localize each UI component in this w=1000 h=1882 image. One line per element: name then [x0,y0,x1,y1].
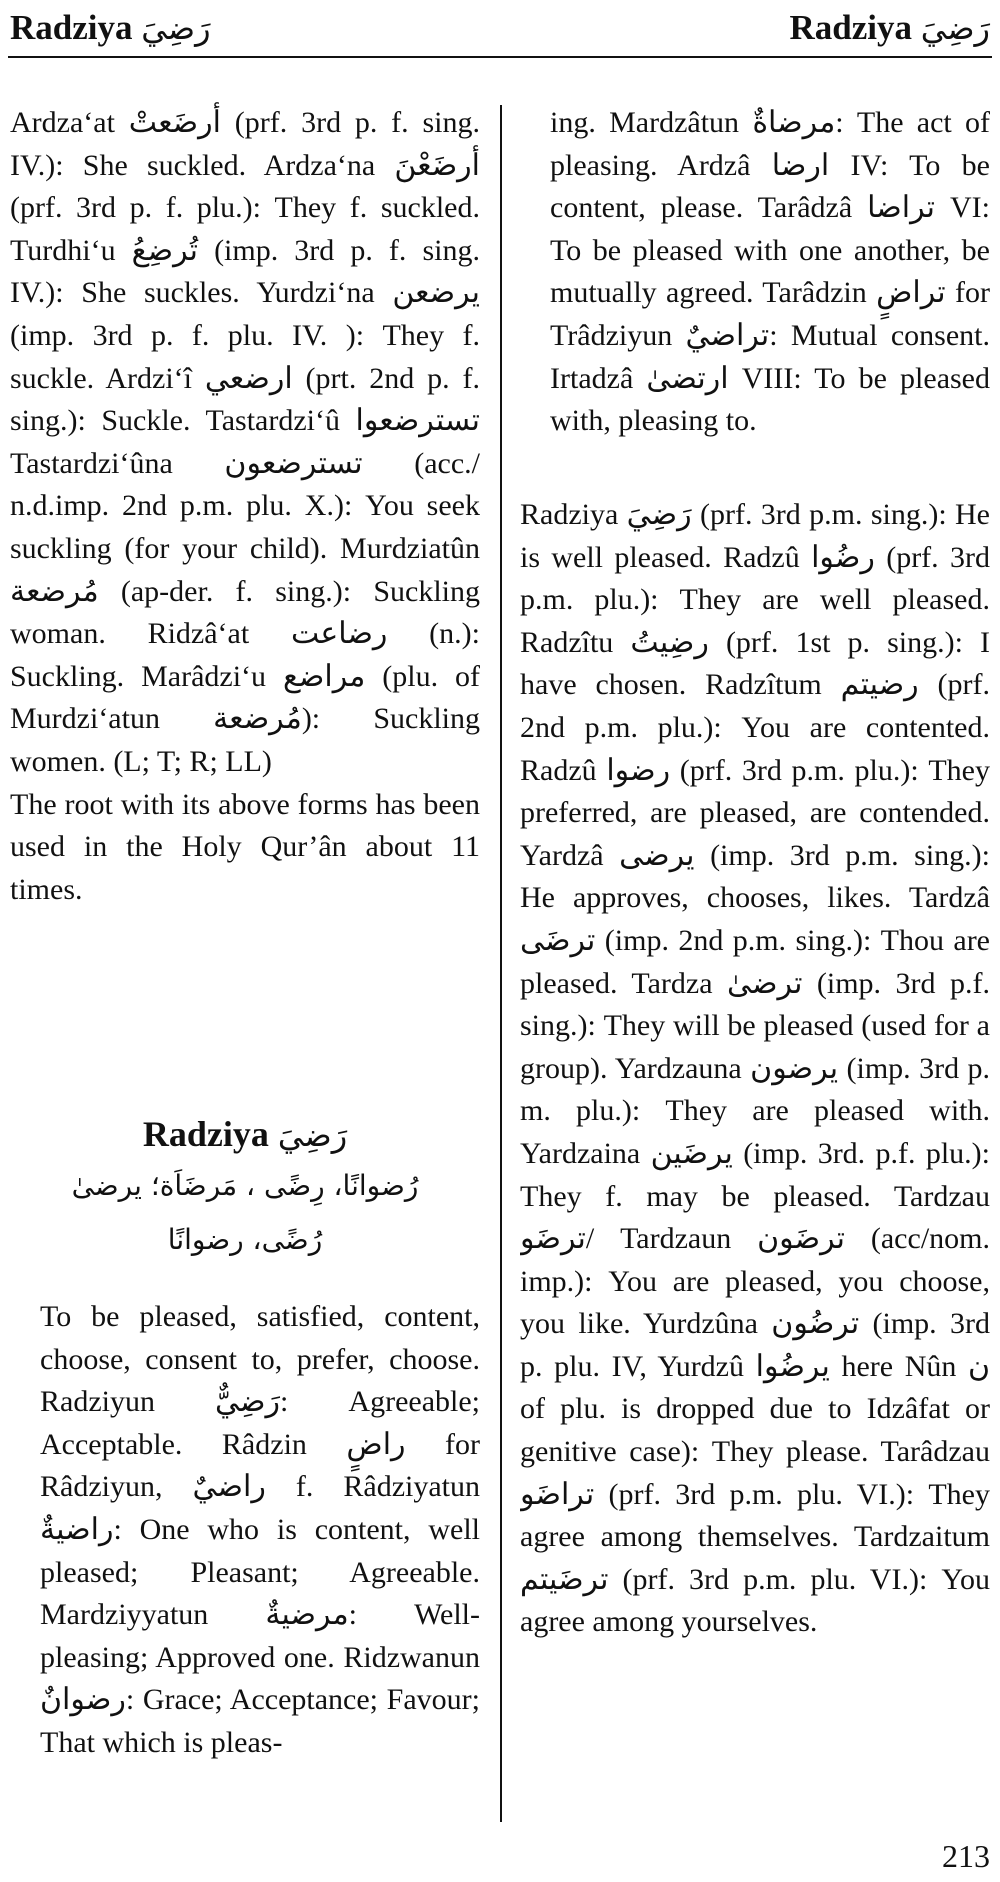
page-number: 213 [942,1838,990,1874]
entry-title-line [10,1110,480,1159]
right-para-2: Radziya رَضِيَ (prf. 3rd p.m. sing.): He is well pleased. Radzû رضُوا (prf. 3rd p.m. plu.): They are well pleased. Radzîtu رضِيتُ (prf. 1st p. sing.): I have chosen. Radzîtum رضيتم (prf. 2nd p.m. plu.): You are contented. Radzû رضوا (prf. 3rd p.m. plu.): They preferred, are pleased, are contended. Yardzâ يرضى (imp. 3rd p.m. sing.): He approves, chooses, likes. Tardzâ ترضَى (imp. 2nd p.m. sing.): Thou are pleased. Tardza ترضىٰ (imp. 3rd p.f. sing.): They will be pleased (used for a group). Yardzauna يرضون (imp. 3rd p. m. plu.): They are pleased with. Yardzaina يرضَين (imp. 3rd. p.f. plu.): They f. may be pleased. Tardzau ترضَو/ Tardzaun ترضَون (acc/nom. imp.): You are pleased, you choose, you like. Yurdzûna ترضُون (imp. 3rd p. plu. IV, Yurdzû يرضُوا here Nûn ن of plu. is dropped due to Idzâfat or genitive case): They please. Tarâdzau تراضَو (prf. 3rd p.m. plu. VI.): They agree among themselves. Tardzaitum ترضَيتم (prf. 3rd p.m. plu. VI.): You agree among yourselves. [520,498,990,1639]
header-right-title: Radziya [789,8,912,47]
header-right-arabic: رَضِيَ [920,9,990,47]
right-column-top [550,102,990,487]
column-divider [500,105,502,1822]
right-column [520,494,990,1829]
entry-heading [10,1110,480,1310]
entry-title: Radziya [142,1114,269,1154]
entry-arabic-line-2: رُضًى، رضوانًا [167,1223,323,1256]
right-para-1: ing. Mardzâtun مرضاةٌ: The act of pleasing. Ardzâ ارضا IV: To be content, please. Tarâdzâ تراضا VI: To be pleased with one another, be mutually agreed. Tarâdzin تراضٍ for Trâdziyun تراضيٌ: Mutual consent. Irtadzâ ارتضىٰ VIII: To be pleased with, pleasing to. [550,106,990,438]
header-left [10,4,211,52]
header-left-title: Radziya [10,8,133,47]
header-left-arabic: رَضِيَ [141,9,211,47]
left-para-2: The root with its above forms has been used in the Holy Qur’ân about 11 times. [10,787,480,906]
left-column [10,102,480,1062]
entry-arabic-line-1: رُضوانًا، رِضًى ، مَرضَاَة؛ يرضىٰ [71,1169,419,1202]
header-right [789,4,990,52]
left-column-lower [40,1296,480,1826]
left-para-1: Ardza‘at أرضَعتْ (prf. 3rd p. f. sing. IV.): She suckled. Ardza‘na أرضَعْنَ (prf. 3rd p. f. plu.): They f. suckled. Turdhi‘u تُرضِعُ (imp. 3rd p. f. sing. IV.): She suckles. Yurdzi‘na يرضعن (imp. 3rd p. f. plu. IV. ): They f. suckle. Ardzi‘î ارضعي (prt. 2nd p. f. sing.): Suckle. Tastardzi‘û تسترضعوا Tastardzi‘ûna تسترضعون (acc./ n.d.imp. 2nd p.m. plu. X.): You seek suckling (for your child). Murdziatûn مُرضعة (ap-der. f. sing.): Suckling woman. Ridzâ‘at رضاعت (n.): Suckling. Marâdzi‘u مراضع (plu. of Murdzi‘atun مُرضعة): Suckling women. (L; T; R; LL) [10,106,480,778]
entry-title-arabic: رَضِيَ [277,1116,348,1154]
left-lower-para: To be pleased, satisfied, content, choose, consent to, prefer, choose. Radziyun رَضِيٌّ: Agreeable; Acceptable. Râdzin راضٍ for Râdziyun, راضيٌ f. Râdziyatun راضيةٌ: One who is content, well pleased; Pleasant; Agreeable. Mardziyyatun مرضيةٌ: Well-pleasing; Approved one. Ridzwanun رضوانٌ: Grace; Acceptance; Favour; That which is pleas- [40,1300,480,1759]
header-rule [8,56,992,58]
